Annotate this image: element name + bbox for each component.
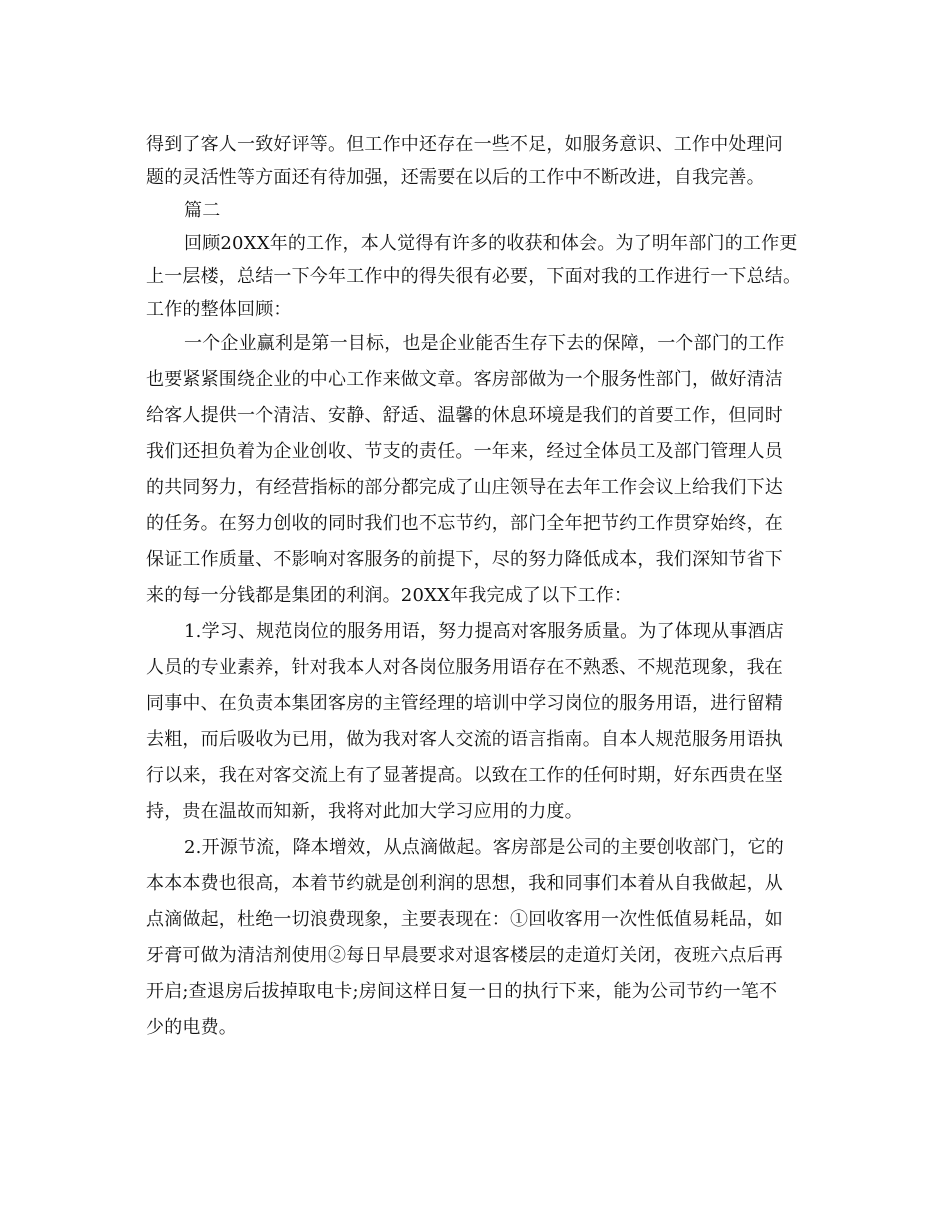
text-line: 牙膏可做为清洁剂使用②每日早晨要求对退客楼层的走道灯关闭，夜班六点后再 xyxy=(146,945,783,966)
text-line: 给客人提供一个清洁、安静、舒适、温馨的休息环境是我们的首要工作，但同时 xyxy=(146,405,783,426)
text-line: 工作的整体回顾： xyxy=(146,299,292,320)
text-line: 持，贵在温故而知新，我将对此加大学习应用的力度。 xyxy=(146,801,583,822)
text-line: 我们还担负着为企业创收、节支的责任。一年来，经过全体员工及部门管理人员 xyxy=(146,441,783,462)
text-line: 来的每一分钱都是集团的利润。20XX年我完成了以下工作： xyxy=(146,585,633,606)
text-line: 一个企业赢利是第一目标，也是企业能否生存下去的保障，一个部门的工作 xyxy=(184,333,785,354)
text-line: 也要紧紧围绕企业的中心工作来做文章。客房部做为一个服务性部门，做好清洁 xyxy=(146,369,783,390)
text-line: 得到了客人一致好评等。但工作中还存在一些不足，如服务意识、工作中处理问 xyxy=(146,134,783,155)
text-line: 同事中、在负责本集团客房的主管经理的培训中学习岗位的服务用语，进行留精 xyxy=(146,693,783,714)
text-line: 2.开源节流，降本增效，从点滴做起。客房部是公司的主要创收部门，它的 xyxy=(184,837,784,858)
text-line: 点滴做起，杜绝一切浪费现象，主要表现在：①回收客用一次性低值易耗品，如 xyxy=(146,909,783,930)
text-line: 1.学习、规范岗位的服务用语，努力提高对客服务质量。为了体现从事酒店 xyxy=(184,621,784,642)
text-line: 去粗，而后吸收为已用，做为我对客人交流的语言指南。自本人规范服务用语执 xyxy=(146,729,783,750)
text-line: 题的灵活性等方面还有待加强，还需要在以后的工作中不断改进，自我完善。 xyxy=(146,167,765,188)
text-line: 行以来，我在对客交流上有了显著提高。以致在工作的任何时期，好东西贵在坚 xyxy=(146,765,783,786)
text-line: 保证工作质量、不影响对客服务的前提下，尽的努力降低成本，我们深知节省下 xyxy=(146,549,783,570)
text-line: 篇二 xyxy=(184,200,221,221)
text-line: 开启;查退房后拔掉取电卡;房间这样日复一日的执行下来，能为公司节约一笔不 xyxy=(146,981,778,1002)
text-line: 的共同努力，有经营指标的部分都完成了山庄领导在去年工作会议上给我们下达 xyxy=(146,477,783,498)
text-line: 的任务。在努力创收的同时我们也不忘节约，部门全年把节约工作贯穿始终，在 xyxy=(146,513,783,534)
text-line: 回顾20XX年的工作，本人觉得有许多的收获和体会。为了明年部门的工作更 xyxy=(184,233,798,254)
text-line: 本本本费也很高，本着节约就是创利润的思想，我和同事们本着从自我做起，从 xyxy=(146,873,783,894)
text-line: 人员的专业素养，针对我本人对各岗位服务用语存在不熟悉、不规范现象，我在 xyxy=(146,657,783,678)
text-line: 少的电费。 xyxy=(146,1017,237,1038)
document-page xyxy=(146,128,810,1046)
text-line: 上一层楼，总结一下今年工作中的得失很有必要，下面对我的工作进行一下总结。 xyxy=(146,266,802,287)
